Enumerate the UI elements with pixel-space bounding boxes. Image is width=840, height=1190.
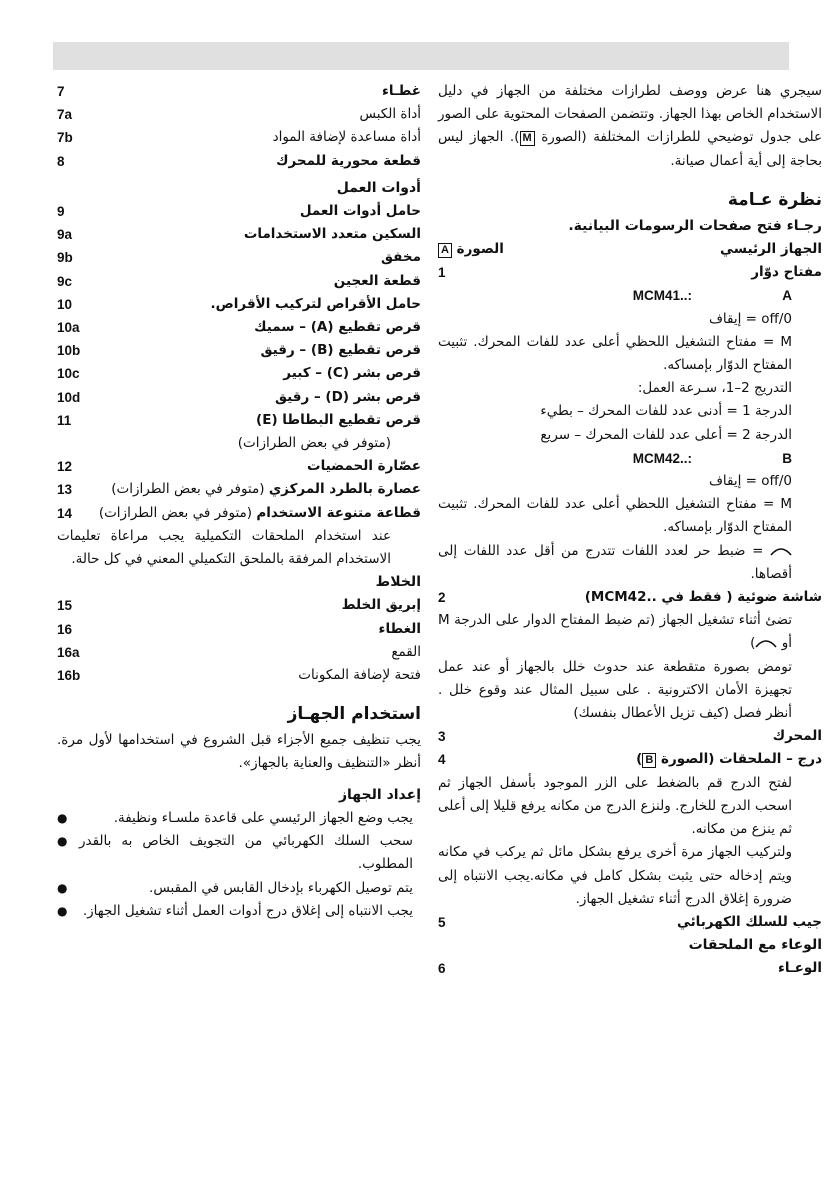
item-11-note: (متوفر في بعض الطرازات) bbox=[237, 435, 391, 452]
intro-paragraph: سيجري هنا عرض ووصف لطرازات مختلفة من الجهاز في دليل الاستخدام الخاص بهذا الجهاز. وتتضمن الصفحات المحتوية على الصور على جدول توضيحي للطرازات المختلفة (الصورة M). الجهاز ليس بحاجة إلى أية أعمال صيانة. bbox=[438, 83, 822, 169]
list-item-7a: أداة الكبس 7a bbox=[57, 106, 421, 123]
variable-speed-icon bbox=[755, 638, 777, 648]
m-b: M = مفتاح التشغيل اللحظي أعلى عدد للفات المحرك. تثبيت المفتاح الدوّار بإمساكه. bbox=[438, 496, 792, 536]
item-4-p1: لفتح الدرج قم بالضغط على الزر الموجود بأسفل الجهاز ثم اسحب الدرج للخارج. ولنزع الدرج من مكانه يرفع قليلا إلى أعلى ثم ينزع من مكانه. bbox=[438, 774, 792, 838]
off-a: 0/off = إيقاف bbox=[708, 310, 792, 327]
free-adjust: = ضبط حر لعدد اللفات تتدرج من أقل عدد اللفات إلى أقصاها. bbox=[438, 542, 792, 582]
list-item-10a: قرص تقطيع (A) – سميك 10a bbox=[57, 319, 421, 336]
use-heading: استخدام الجهـاز bbox=[287, 704, 421, 725]
right-column bbox=[438, 80, 822, 981]
list-item-4: درج – الملحقات (الصورة B) 4 bbox=[438, 751, 822, 768]
list-item-2: شاشة ضوئية ( فقط في ..MCM42) 2 bbox=[438, 589, 822, 606]
off-b: 0/off = إيقاف bbox=[708, 473, 792, 490]
list-item-16: الغطاء 16 bbox=[57, 620, 421, 637]
item-4-p2: ولتركيب الجهاز مرة أخرى يرفع بشكل مائل ثم يركب في مكانه ويتم إدخاله حتى يثبت بشكل كامل في مكانه.يجب الانتباه إلى ضرورة إغلاق الدرج أثناء تشغيل الجهاز. bbox=[438, 844, 792, 907]
variable-speed-icon bbox=[770, 546, 792, 556]
accessory-note: عند استخدام الملحقات التكميلية يجب مراعاة تعليمات الاستخدام المرفقة بالملحق التكميلي المعني في كل حالة. bbox=[57, 527, 391, 568]
list-item-16b: فتحة لإضافة المكونات 16b bbox=[57, 667, 421, 684]
list-item-7: غطـاء 7 bbox=[57, 83, 421, 99]
main-device-row bbox=[438, 238, 822, 261]
bullet-item: سحب السلك الكهربائي من التجويف الخاص به بالقدر المطلوب. ● bbox=[57, 833, 413, 873]
bullet-item: يجب الانتباه إلى إغلاق درج أدوات العمل أثناء تشغيل الجهاز. ● bbox=[57, 902, 413, 919]
list-item-6: الوعـاء 6 bbox=[438, 960, 822, 977]
grading: التدريج 2–1، سـرعة العمل: bbox=[637, 380, 792, 397]
tools-heading: أدوات العمل bbox=[336, 179, 421, 196]
mixer-heading: الخلاط bbox=[375, 574, 421, 591]
prep-heading: إعداد الجهاز bbox=[338, 786, 421, 803]
list-item-7b: أداة مساعدة لإضافة المواد 7b bbox=[57, 129, 421, 146]
list-item-10d: قرص بشر (D) – رقيق 10d bbox=[57, 388, 421, 405]
model-b-row: B MCM42..: bbox=[632, 450, 792, 466]
list-item-9b: مخفق 9b bbox=[57, 249, 421, 266]
figure-b-box: B bbox=[642, 753, 656, 768]
header-bar bbox=[53, 42, 789, 70]
item-2-p1: تضئ أثناء تشغيل الجهاز (تم ضبط المفتاح الدوار على الدرجة M أو ) bbox=[438, 612, 792, 652]
bullet-item: يتم توصيل الكهرباء بإدخال القابس في المقبس. ● bbox=[57, 879, 413, 896]
list-item-3: المحرك 3 bbox=[438, 728, 822, 745]
overview-heading: نظرة عـامة bbox=[727, 189, 822, 210]
bullet-item: يجب وضع الجهاز الرئيسي على قاعدة ملسـاء ونظيفة. ● bbox=[57, 809, 413, 826]
list-item-11: قرص تقطيع البطاطا (E) 11 bbox=[57, 411, 421, 428]
list-item-9: حامل أدوات العمل 9 bbox=[57, 203, 421, 220]
level-1: الدرجة 1 = أدنى عدد للفات المحرك – بطيء bbox=[540, 403, 792, 420]
list-item-8: قطعة محورية للمحرك 8 bbox=[57, 152, 421, 169]
left-column bbox=[57, 80, 421, 923]
level-2: الدرجة 2 = أعلى عدد للفات المحرك – سريع bbox=[540, 426, 792, 443]
figure-m-box: M bbox=[520, 131, 535, 146]
figure-a-label: الصورة A bbox=[438, 238, 504, 261]
list-item-9c: قطعة العجين 9c bbox=[57, 272, 421, 289]
list-item-15: إبريق الخلط 15 bbox=[57, 597, 421, 614]
list-item-10b: قرص تقطيع (B) – رقيق 10b bbox=[57, 342, 421, 359]
item-2-p2: تومض بصورة متقطعة عند حدوث خلل بالجهاز أو عند عمل تجهيزة الأمان الاكترونية . على سبيل المثال عند وقوع خلل . أنظر فصل (كيف تزيل الأعطال بنفسك) bbox=[438, 658, 792, 722]
list-item-12: عصّارة الحمضيات 12 bbox=[57, 458, 421, 475]
list-item-16a: القمع 16a bbox=[57, 643, 421, 660]
list-item-1: مفتاح دوّار 1 bbox=[438, 264, 822, 281]
main-device-label: الجهاز الرئيسي bbox=[720, 241, 822, 258]
list-item-13: عصارة بالطرد المركزي (متوفر في بعض الطرازات) 13 bbox=[57, 481, 421, 498]
list-item-10: حامل الأقراص لتركيب الأقراص. 10 bbox=[57, 295, 421, 312]
list-item-14: قطاعة متنوعة الاستخدام (متوفر في بعض الطرازات) 14 bbox=[57, 504, 421, 521]
bowl-heading: الوعاء مع الملحقات bbox=[688, 937, 822, 954]
list-item-5: جيب للسلك الكهربائي 5 bbox=[438, 913, 822, 930]
overview-subheading: رجـاء فتح صفحات الرسومات البيانية. bbox=[568, 217, 822, 234]
m-a: M = مفتاح التشغيل اللحظي أعلى عدد للفات المحرك. تثبيت المفتاح الدوّار بإمساكه. bbox=[438, 333, 792, 374]
model-a-row: A MCM41..: bbox=[632, 288, 792, 304]
use-paragraph: يجب تنظيف جميع الأجزاء قبل الشروع في استخدامها لأول مرة. أنظر «التنظيف والعناية بالجهاز». bbox=[57, 732, 421, 772]
list-item-9a: السكين متعدد الاستخدامات 9a bbox=[57, 226, 421, 243]
list-item-10c: قرص بشر (C) – كبير 10c bbox=[57, 365, 421, 382]
